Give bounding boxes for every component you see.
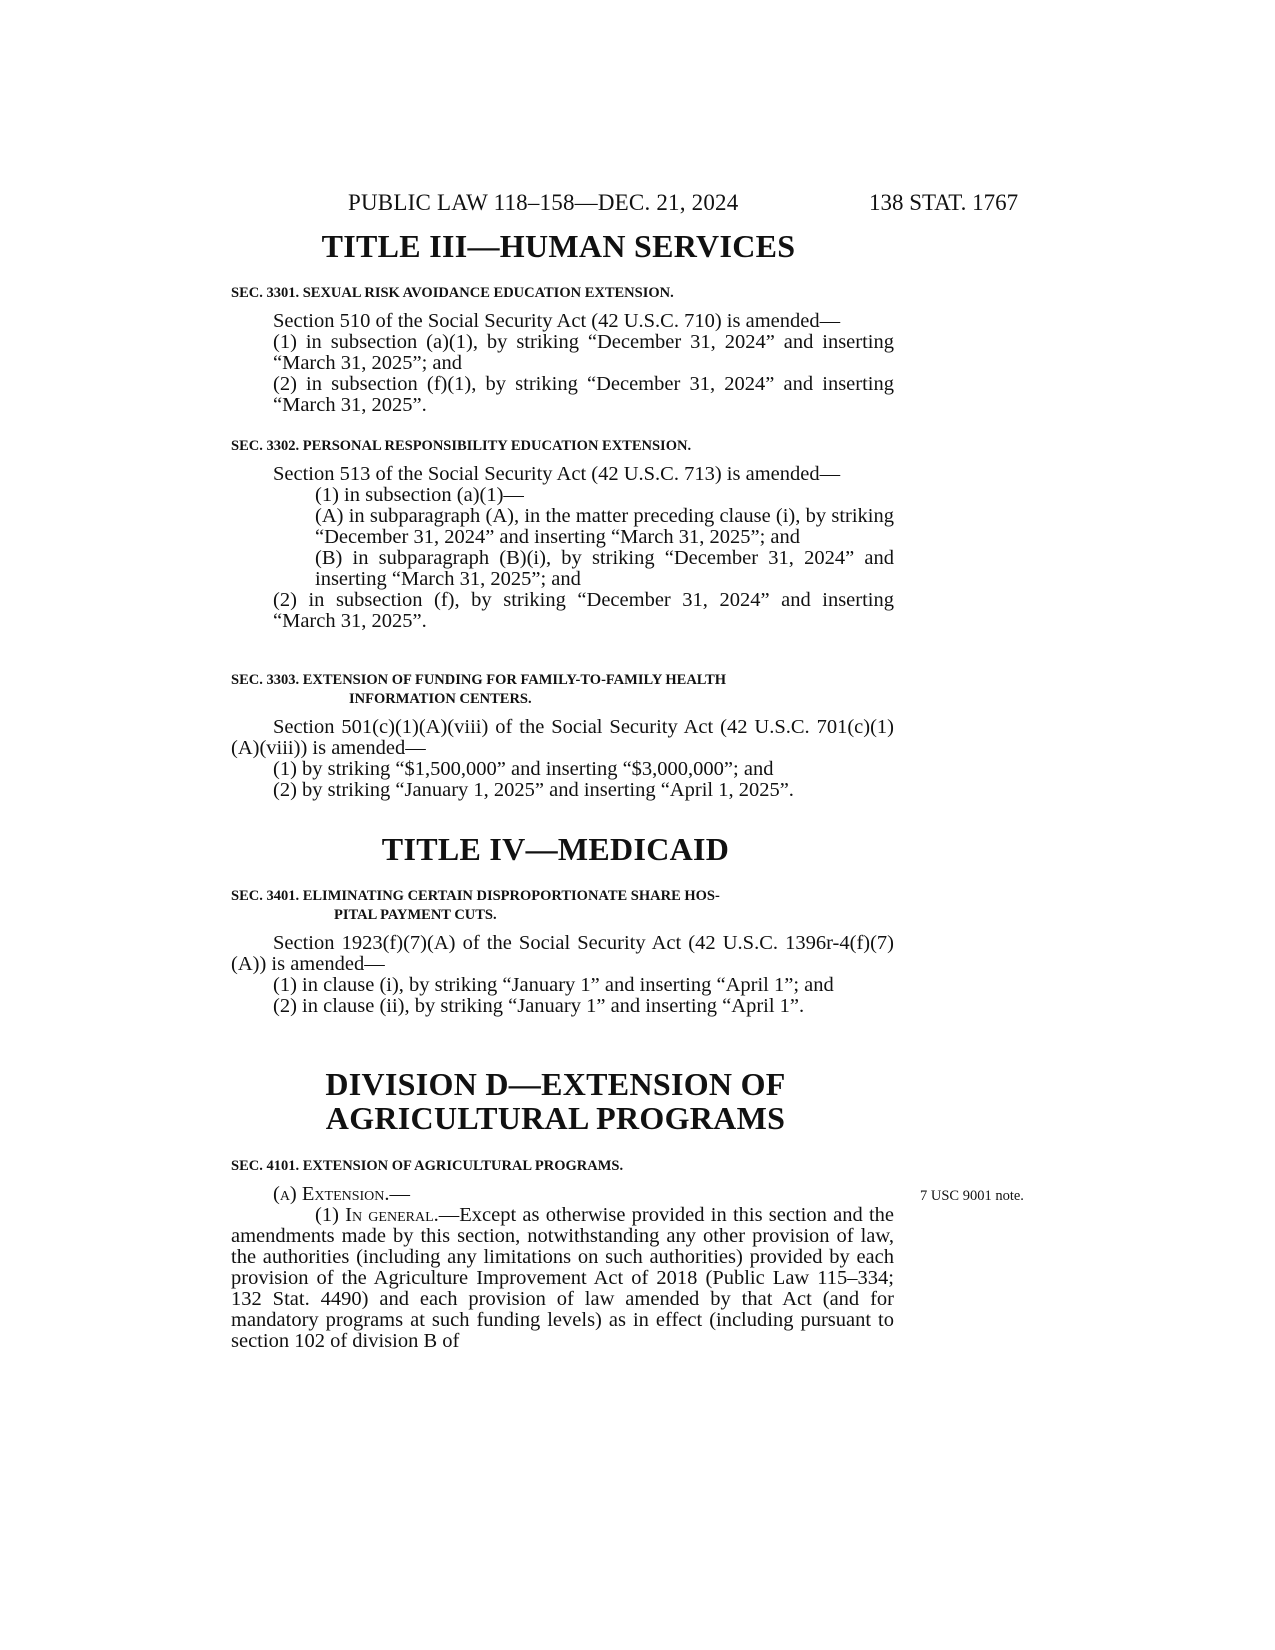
sec-3401-heading-line-2: PITAL PAYMENT CUTS.	[334, 907, 497, 923]
sec-3303-intro: Section 501(c)(1)(A)(viii) of the Social Security Act (42 U.S.C. 701(c)(1)(A)(viii)) is amended—	[231, 716, 894, 759]
sec-3401-intro: Section 1923(f)(7)(A) of the Social Security Act (42 U.S.C. 1396r-4(f)(7)(A)) is amended—	[231, 932, 894, 975]
sec-3303-heading-line-2: INFORMATION CENTERS.	[349, 691, 532, 707]
sec-3301-para-1	[189, 332, 894, 374]
sec-4101-para-1	[231, 1205, 894, 1352]
sec-3303	[231, 671, 894, 801]
title-iv-heading: TITLE IV—MEDICAID	[381, 831, 730, 867]
sec-4101-subsection-a-label: (a) Extension.—	[273, 1183, 411, 1205]
title-iii-section	[231, 229, 894, 263]
running-head: PUBLIC LAW 118–158—DEC. 21, 2024	[348, 190, 739, 215]
sec-3303-para-2: (2) by striking “January 1, 2025” and inserting “April 1, 2025”.	[273, 779, 794, 801]
sec-4101-para-1-text: Except as otherwise provided in this section and the amendments made by this section, notwithstanding any other provision of law, the authorities (including any limitations on such authorities) provided by each provision of the Agriculture Improvement Act of 2018 (Public Law 115–334; 132 Stat. 4490) and each provision of law amended by that Act (and for mandatory programs at such funding levels) as in effect (including pursuant to section 102 of division B of	[231, 1204, 894, 1352]
division-d-heading-line-2: AGRICULTURAL PROGRAMS	[325, 1100, 786, 1136]
title-iv-section	[231, 832, 894, 866]
sec-3301-intro: Section 510 of the Social Security Act (42 U.S.C. 710) is amended—	[273, 310, 841, 332]
sec-3301-para-1-text: (1) in subsection (a)(1), by striking “December 31, 2024” and inserting “March 31, 2025”; and	[273, 331, 894, 374]
title-iii-heading: TITLE III—HUMAN SERVICES	[321, 228, 796, 264]
division-d-section	[231, 1067, 894, 1135]
sec-3302-heading: SEC. 3302. PERSONAL RESPONSIBILITY EDUCATION EXTENSION.	[231, 438, 692, 454]
sec-3401-heading	[231, 887, 894, 925]
sec-4101-para-1-label: (1) In general.—	[315, 1204, 460, 1226]
sec-3303-para-1: (1) by striking “$1,500,000” and inserting “$3,000,000”; and	[273, 758, 774, 780]
sec-3302-subpara-b: (B) in subparagraph (B)(i), by striking “December 31, 2024” and inserting “March 31, 2025”; and	[315, 547, 894, 590]
sec-4101-subsection-a	[231, 1184, 894, 1205]
sec-3302-subpara-a: (A) in subparagraph (A), in the matter preceding clause (i), by striking “December 31, 2024” and inserting “March 31, 2025”; and	[315, 505, 894, 548]
sec-3401	[231, 887, 894, 1017]
sec-3302-para-2: (2) in subsection (f), by striking “December 31, 2024” and inserting “March 31, 2025”.	[273, 589, 894, 632]
margin-note-usc-citation: 7 USC 9001 note.	[920, 1188, 1024, 1204]
sec-3301-heading: SEC. 3301. SEXUAL RISK AVOIDANCE EDUCATION EXTENSION.	[231, 285, 674, 301]
sec-3301-para-2-text: (2) in subsection (f)(1), by striking “December 31, 2024” and inserting “March 31, 2025”.	[273, 373, 894, 416]
sec-3401-para-1: (1) in clause (i), by striking “January 1” and inserting “April 1”; and	[273, 974, 834, 996]
sec-3301	[231, 284, 894, 416]
sec-4101	[231, 1157, 894, 1352]
sec-4101-heading: SEC. 4101. EXTENSION OF AGRICULTURAL PROGRAMS.	[231, 1158, 624, 1174]
sec-3302	[231, 437, 894, 632]
sec-3303-heading	[231, 671, 894, 709]
sec-3401-para-2: (2) in clause (ii), by striking “January 1” and inserting “April 1”.	[273, 995, 805, 1017]
division-d-heading-line-1: DIVISION D—EXTENSION OF	[325, 1066, 786, 1102]
statute-page-number: 138 STAT. 1767	[869, 190, 1019, 215]
sec-3302-intro: Section 513 of the Social Security Act (42 U.S.C. 713) is amended—	[273, 463, 841, 485]
sec-3401-heading-line-1: SEC. 3401. ELIMINATING CERTAIN DISPROPORTIONATE SHARE HOS-	[231, 888, 720, 904]
division-d-heading	[217, 1067, 894, 1135]
sec-3301-para-2	[189, 374, 894, 416]
sec-3303-heading-line-1: SEC. 3303. EXTENSION OF FUNDING FOR FAMILY-TO-FAMILY HEALTH	[231, 672, 727, 688]
sec-3302-para-1: (1) in subsection (a)(1)—	[315, 484, 524, 506]
